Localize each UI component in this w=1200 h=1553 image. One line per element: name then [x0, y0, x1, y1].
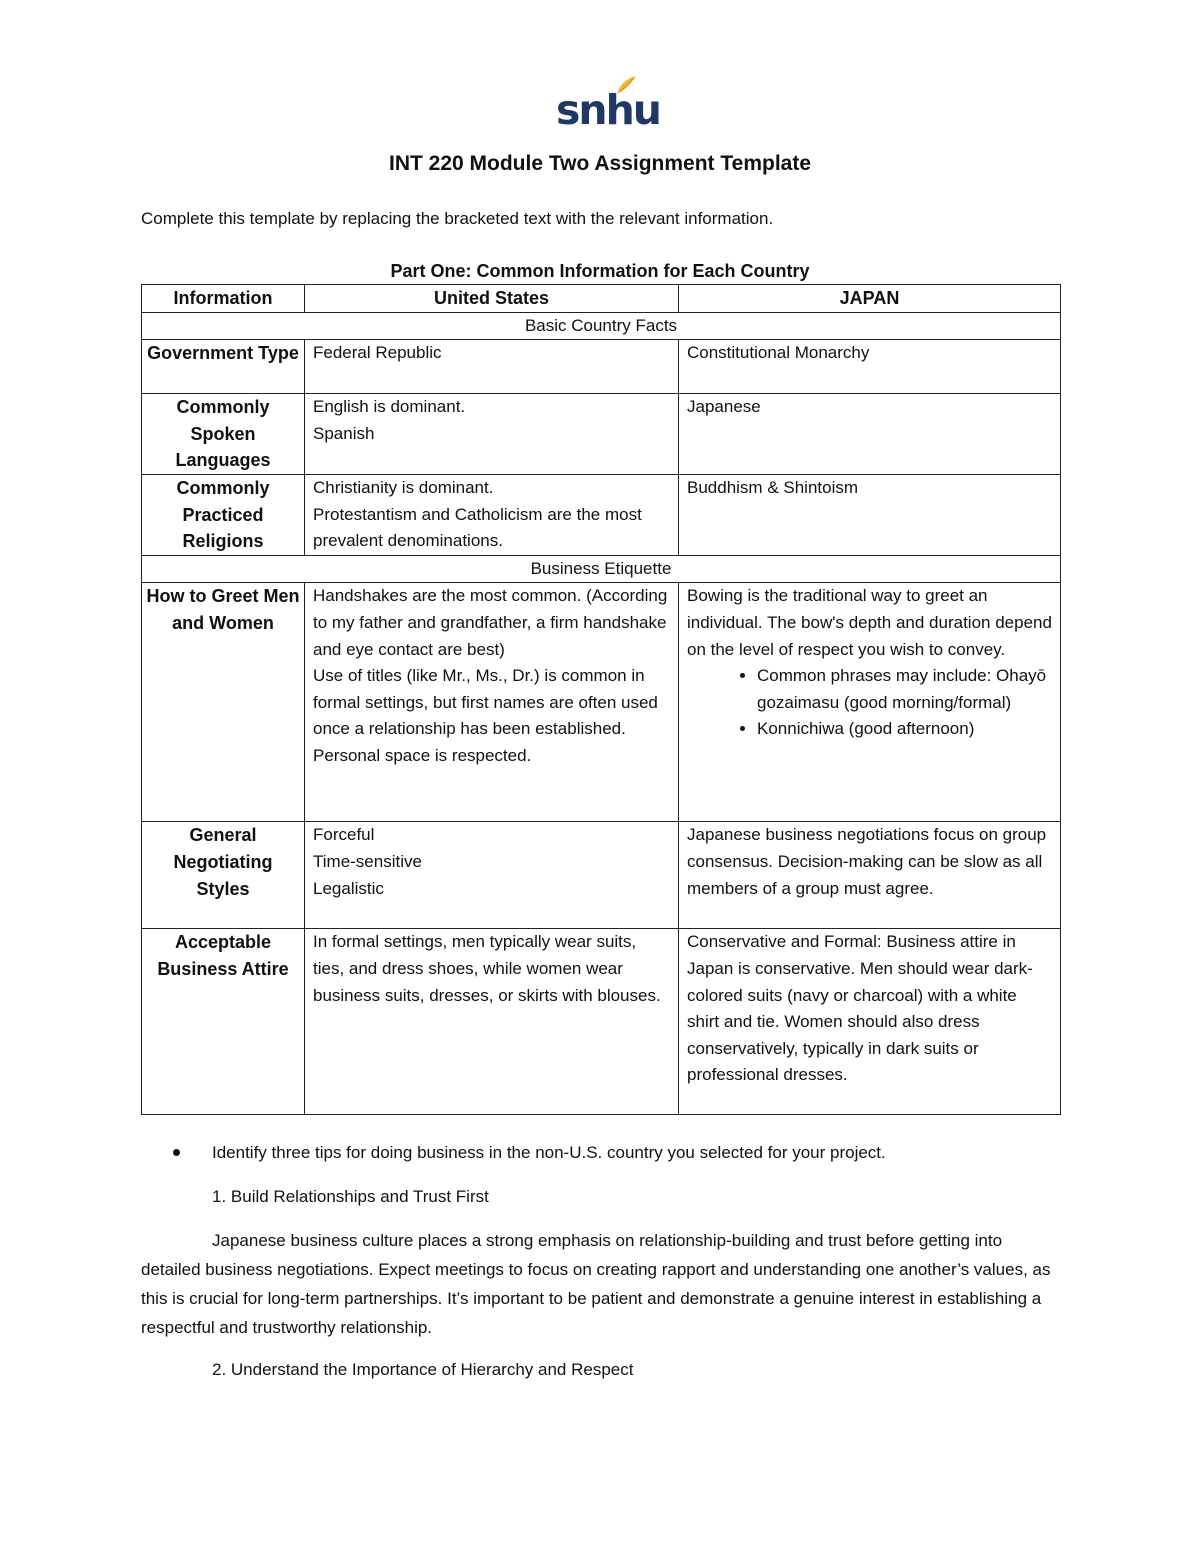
section-business-etiquette: Business Etiquette [142, 555, 1061, 583]
section-basic-country-facts: Basic Country Facts [142, 312, 1061, 340]
greeting-phrases-list [687, 663, 1052, 743]
row-label-languages: Commonly Spoken Languages [142, 394, 305, 475]
cell-us-government: Federal Republic [305, 340, 679, 394]
tip-2-heading: 2. Understand the Importance of Hierarchy and Respect [212, 1360, 634, 1379]
logo-wordmark: snhu [556, 86, 660, 134]
cell-japan-religions: Buddhism & Shintoism [679, 474, 1061, 555]
row-label-religions: Commonly Practiced Religions [142, 474, 305, 555]
document-title: INT 220 Module Two Assignment Template [389, 152, 811, 175]
table-header-row [142, 285, 1061, 313]
cell-us-religions: Christianity is dominant. Protestantism and Catholicism are the most prevalent denominations. [305, 474, 679, 555]
list-item: • Common phrases may include: Ohayō gozaimasu (good morning/formal) [757, 663, 1052, 716]
table-row-negotiating [142, 822, 1061, 929]
section-row-business [142, 555, 1061, 583]
tips-prompt-text: Identify three tips for doing business in the non-U.S. country you selected for your project. [212, 1143, 886, 1162]
table-row-government [142, 340, 1061, 394]
bullet-icon [173, 1149, 180, 1156]
header-japan: JAPAN [679, 285, 1061, 313]
section-row-basic [142, 312, 1061, 340]
cell-japan-attire: Conservative and Formal: Business attire in Japan is conservative. Men should wear dark-colored suits (navy or charcoal) with a white shirt and tie. Women should also dress conservatively, typically in dark suits or professional dresses. [679, 929, 1061, 1115]
cell-us-negotiating: Forceful Time-sensitive Legalistic [305, 822, 679, 929]
cell-us-attire: In formal settings, men typically wear suits, ties, and dress shoes, while women wear business suits, dresses, or skirts with blouses. [305, 929, 679, 1115]
flame-leaf-icon [614, 74, 638, 98]
table-row-languages [142, 394, 1061, 475]
header-united-states: United States [305, 285, 679, 313]
tip-1-heading: 1. Build Relationships and Trust First [212, 1187, 489, 1206]
country-info-table [141, 284, 1061, 1115]
cell-japan-government: Constitutional Monarchy [679, 340, 1061, 394]
row-label-negotiating: General Negotiating Styles [142, 822, 305, 929]
table-row-attire [142, 929, 1061, 1115]
cell-japan-languages: Japanese [679, 394, 1061, 475]
list-item: • Konnichiwa (good afternoon) [757, 716, 1052, 743]
cell-japan-greet: Bowing is the traditional way to greet an individual. The bow's depth and duration depend on the level of respect you wish to convey. • Common phrases may include: Ohayō gozaimasu (good morning/formal) • Konnichiwa (good afternoon) [679, 583, 1061, 822]
table-row-religions [142, 474, 1061, 555]
part-one-title: Part One: Common Information for Each Country [390, 261, 810, 281]
row-label-government: Government Type [142, 340, 305, 394]
instructions-text: Complete this template by replacing the bracketed text with the relevant information. [141, 209, 774, 228]
cell-us-languages: English is dominant. Spanish [305, 394, 679, 475]
row-label-attire: Acceptable Business Attire [142, 929, 305, 1115]
tip-1-body: Japanese business culture places a strong emphasis on relationship-building and trust before getting into detailed business negotiations. Expect meetings to focus on creating rapport and understanding one another’s values, as this is crucial for long-term partnerships. It’s important to be patient and demonstrate a genuine interest in establishing a respectful and trustworthy relationship. [141, 1231, 1051, 1337]
table-row-greet [142, 583, 1061, 822]
header-information: Information [142, 285, 305, 313]
snhu-logo [556, 74, 660, 134]
cell-us-greet: Handshakes are the most common. (According to my father and grandfather, a firm handshake and eye contact are best) Use of titles (like Mr., Ms., Dr.) is common in formal settings, but first names are often used once a relationship has been established. Personal space is respected. [305, 583, 679, 822]
row-label-greet: How to Greet Men and Women [142, 583, 305, 822]
cell-japan-negotiating: Japanese business negotiations focus on group consensus. Decision-making can be slow as all members of a group must agree. [679, 822, 1061, 929]
